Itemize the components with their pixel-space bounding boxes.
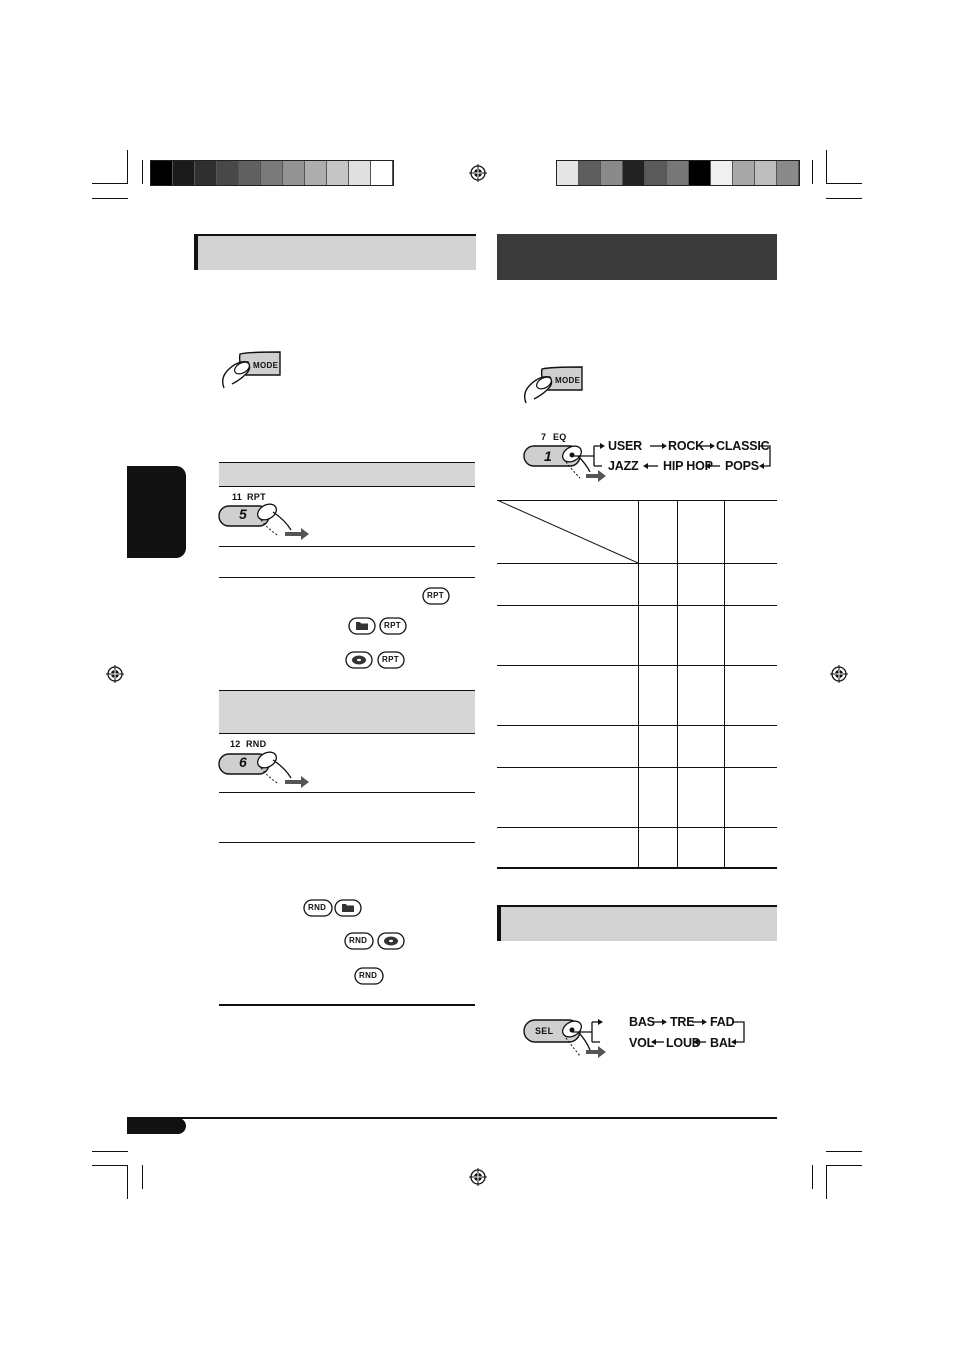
eq-preset-rock: ROCK (668, 439, 705, 453)
disc-indicator-icon (345, 651, 373, 669)
crop-mark (127, 150, 128, 184)
calibration-swatch (283, 161, 305, 185)
calibration-swatch (601, 161, 623, 185)
table-rule (219, 1004, 475, 1006)
eq-table-column-rule (677, 500, 678, 868)
eq-table-row-rule (497, 767, 777, 768)
crop-mark (92, 1165, 128, 1166)
sound-section-heading-bar (497, 905, 777, 941)
table-rule (219, 546, 475, 547)
right-section-heading-bar (497, 234, 777, 280)
calibration-swatch (689, 161, 711, 185)
repeat-button-key: 5 (239, 506, 247, 522)
sound-item-fad: FAD (710, 1015, 735, 1029)
right-calibration-strip (556, 160, 800, 186)
crop-mark (127, 1165, 128, 1199)
left-calibration-strip (150, 160, 394, 186)
calibration-swatch (733, 161, 755, 185)
mode-button-label: MODE (253, 361, 279, 370)
eq-button-number: 7 (541, 432, 547, 442)
calibration-swatch (623, 161, 645, 185)
sound-item-bas: BAS (629, 1015, 655, 1029)
page-number-tab (127, 1118, 186, 1134)
eq-table-row-rule (497, 563, 777, 564)
eq-preset-pops: POPS (725, 459, 759, 473)
eq-table-row-rule (497, 665, 777, 666)
eq-table-row-rule (497, 605, 777, 606)
eq-button-tag: EQ (553, 432, 567, 442)
random-button-number: 12 (230, 739, 241, 749)
left-section-heading-bar (194, 234, 476, 270)
language-side-tab (127, 466, 186, 558)
crop-mark (826, 1165, 862, 1166)
eq-table-row-rule (497, 827, 777, 828)
rpt-indicator-label: RPT (384, 621, 401, 630)
sound-item-tre: TRE (670, 1015, 695, 1029)
crop-mark (826, 183, 862, 184)
crop-mark (826, 1165, 827, 1199)
calibration-swatch (557, 161, 579, 185)
repeat-button-press-icon[interactable] (217, 500, 312, 542)
calibration-swatch (579, 161, 601, 185)
rpt-indicator-label: RPT (382, 655, 399, 664)
eq-table-row-rule (497, 725, 777, 726)
folder-indicator-icon (334, 899, 362, 917)
rpt-indicator-label: RPT (427, 591, 444, 600)
eq-table-column-rule (724, 500, 725, 868)
sound-item-vol: VOL (629, 1036, 655, 1050)
calibration-swatch (755, 161, 777, 185)
registration-mark-icon (469, 164, 487, 182)
calibration-swatch (151, 161, 173, 185)
calibration-swatch (645, 161, 667, 185)
eq-preset-user: USER (608, 439, 642, 453)
random-button-tag: RND (246, 739, 267, 749)
crop-mark (142, 1165, 143, 1189)
rnd-indicator-label: RND (308, 903, 327, 912)
rnd-indicator-label: RND (349, 936, 368, 945)
calibration-swatch (261, 161, 283, 185)
registration-mark-icon (106, 665, 124, 683)
calibration-swatch (217, 161, 239, 185)
calibration-swatch (173, 161, 195, 185)
eq-preset-jazz: JAZZ (608, 459, 639, 473)
crop-mark (92, 1151, 128, 1152)
calibration-swatch (305, 161, 327, 185)
rnd-indicator-label: RND (359, 971, 378, 980)
calibration-swatch (667, 161, 689, 185)
crop-mark (826, 198, 862, 199)
table-rule (219, 577, 475, 578)
registration-mark-icon (469, 1168, 487, 1186)
repeat-table-header (219, 462, 475, 487)
mode-button-press-icon (520, 363, 590, 413)
table-rule (219, 842, 475, 843)
calibration-swatch (195, 161, 217, 185)
calibration-swatch (371, 161, 393, 185)
eq-button-key: 1 (544, 448, 552, 464)
crop-mark (92, 198, 128, 199)
folder-indicator-icon (348, 617, 376, 635)
calibration-swatch (777, 161, 799, 185)
sound-item-loud: LOUD (666, 1036, 701, 1050)
eq-preset-hiphop: HIP HOP (663, 459, 713, 473)
calibration-swatch (239, 161, 261, 185)
footer-rule (127, 1117, 777, 1119)
eq-table-bottom-rule (497, 867, 777, 869)
sound-item-bal: BAL (710, 1036, 736, 1050)
disc-indicator-icon (377, 932, 405, 950)
table-rule (219, 792, 475, 793)
crop-mark (812, 1165, 813, 1189)
repeat-button-number: 11 (232, 492, 243, 502)
crop-mark (142, 160, 143, 184)
calibration-swatch (327, 161, 349, 185)
crop-mark (826, 150, 827, 184)
crop-mark (812, 160, 813, 184)
random-button-key: 6 (239, 754, 247, 770)
mode-button-press-icon (218, 348, 288, 398)
repeat-button-tag: RPT (247, 492, 266, 502)
sel-button-label: SEL (535, 1026, 554, 1036)
eq-preset-classic: CLASSIC (716, 439, 770, 453)
registration-mark-icon (830, 665, 848, 683)
random-button-press-icon[interactable] (217, 748, 312, 790)
calibration-swatch (349, 161, 371, 185)
crop-mark (826, 1151, 862, 1152)
eq-table-column-rule (638, 500, 639, 868)
calibration-swatch (711, 161, 733, 185)
crop-mark (92, 183, 128, 184)
mode-button-label: MODE (555, 376, 581, 385)
eq-table-diagonal (497, 500, 639, 564)
random-table-header (219, 690, 475, 734)
